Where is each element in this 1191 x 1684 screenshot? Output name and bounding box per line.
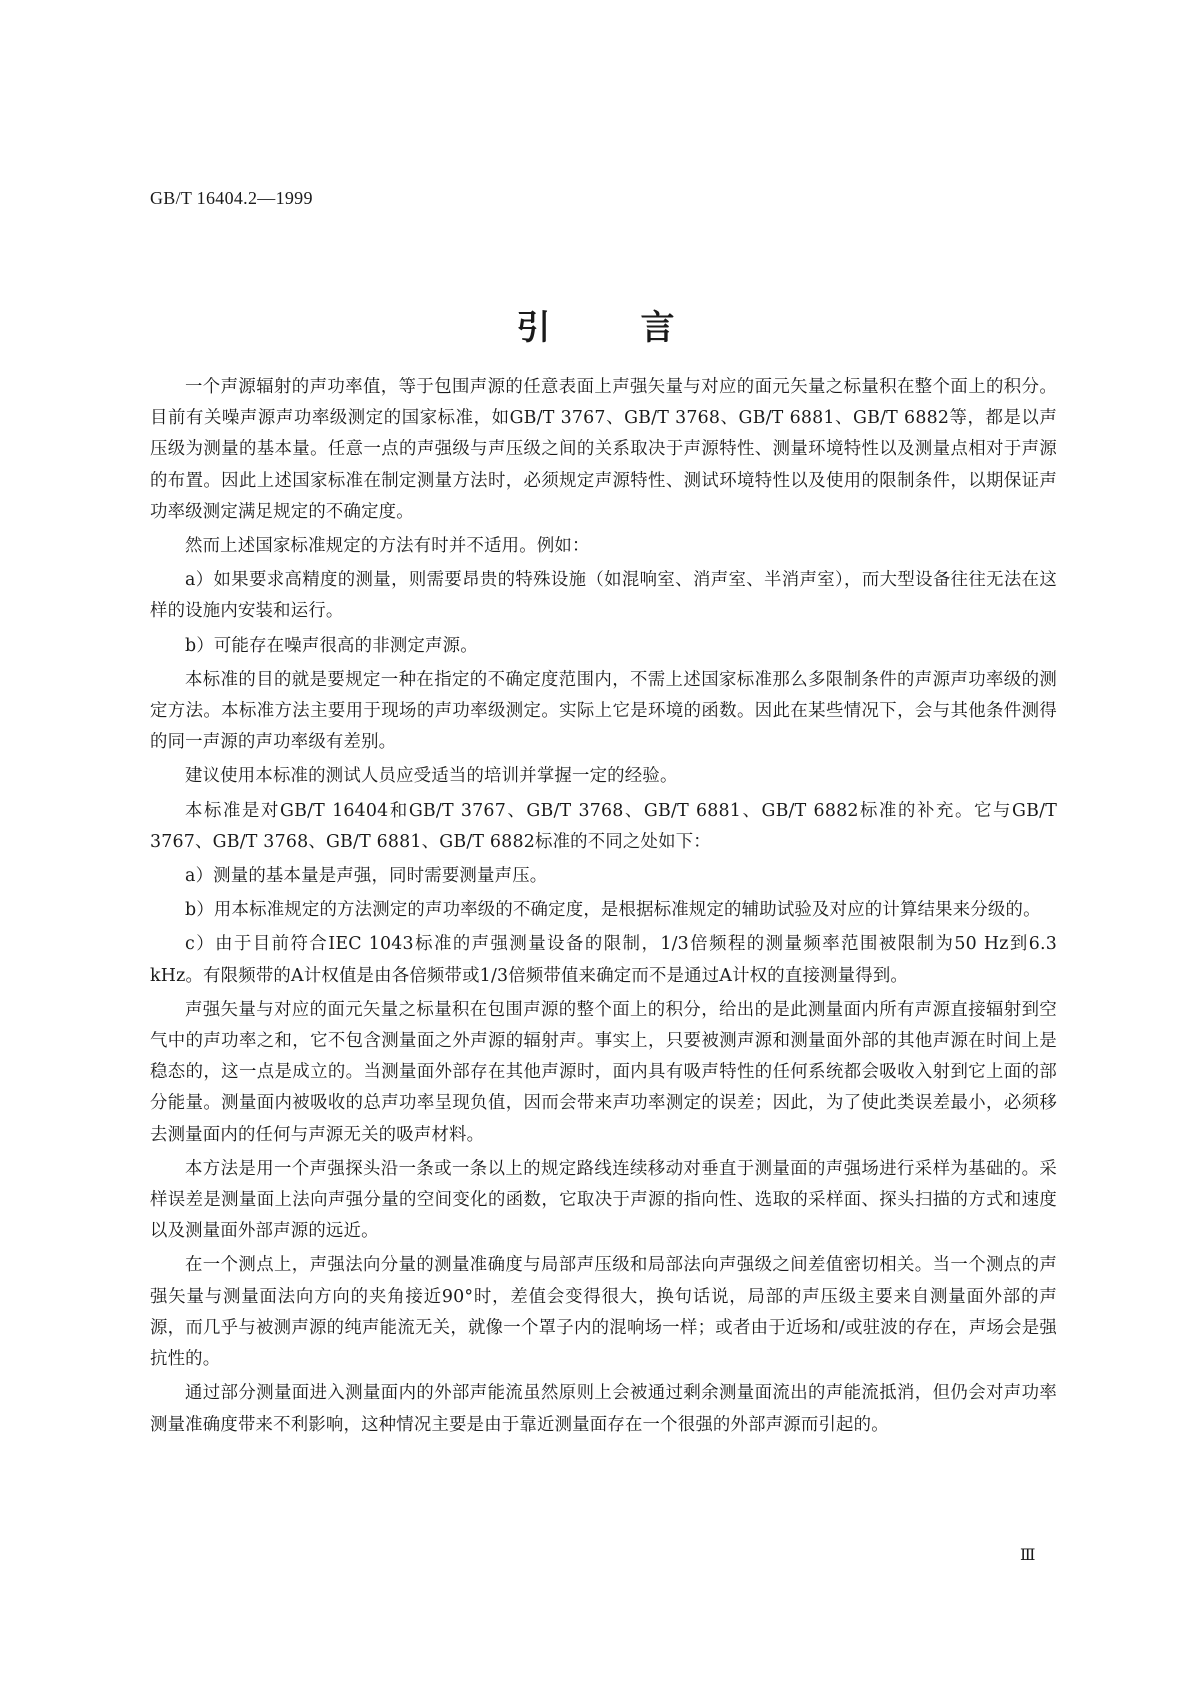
paragraph: 在一个测点上，声强法向分量的测量准确度与局部声压级和局部法向声强级之间差值密切相关。当一个测点的声强矢量与测量面法向方向的夹角接近90°时，差值会变得很大，换句话说，局部的声压级主要来自测量面外部的声源，而几乎与被测声源的纯声能流无关，就像一个罩子内的混响场一样；或者由于近场和/或驻波的存在，声场会是强抗性的。: [150, 1255, 1057, 1370]
list-item: a）如果要求高精度的测量，则需要昂贵的特殊设施（如混响室、消声室、半消声室），而大型设备往往无法在这样的设施内安装和运行。: [150, 570, 1057, 622]
paragraph: 声强矢量与对应的面元矢量之标量积在包围声源的整个面上的积分，给出的是此测量面内所有声源直接辐射到空气中的声功率之和，它不包含测量面之外声源的辐射声。事实上，只要被测声源和测量面外部的其他声源在时间上是稳态的，这一点是成立的。当测量面外部存在其他声源时，面内具有吸声特性的任何系统都会吸收入射到它上面的部分能量。测量面内被吸收的总声功率呈现负值，因而会带来声功率测定的误差；因此，为了使此类误差最小，必须移去测量面内的任何与声源无关的吸声材料。: [150, 999, 1057, 1145]
list-item: b）用本标准规定的方法测定的声功率级的不确定度，是根据标准规定的辅助试验及对应的计算结果来分级的。: [185, 900, 1041, 921]
list-item: b）可能存在噪声很高的非测定声源。: [185, 635, 478, 656]
paragraph: 然而上述国家标准规定的方法有时并不适用。例如：: [185, 536, 590, 557]
paragraph: 建议使用本标准的测试人员应受适当的培训并掌握一定的经验。: [185, 766, 678, 787]
list-item: c）由于目前符合IEC 1043标准的声强测量设备的限制，1/3倍频程的测量频率范围被限制为50 Hz到6.3 kHz。有限频带的A计权值是由各倍频带或1/3倍频带值来确定而不是通过A计权的直接测量得到。: [150, 934, 1057, 986]
paragraph: 本标准是对GB/T 16404和GB/T 3767、GB/T 3768、GB/T 6881、GB/T 6882标准的补充。它与GB/T 3767、GB/T 3768、GB/T 6881、GB/T 6882标准的不同之处如下：: [150, 800, 1057, 852]
paragraph: 本方法是用一个声强探头沿一条或一条以上的规定路线连续移动对垂直于测量面的声强场进行采样为基础的。采样误差是测量面上法向声强分量的空间变化的函数，它取决于声源的指向性、选取的采样面、探头扫描的方式和速度以及测量面外部声源的远近。: [150, 1158, 1057, 1242]
standard-code: GB/T 16404.2—1999: [150, 188, 313, 208]
paragraph: 本标准的目的就是要规定一种在指定的不确定度范围内，不需上述国家标准那么多限制条件的声源声功率级的测定方法。本标准方法主要用于现场的声功率级测定。实际上它是环境的函数。因此在某些情况下，会与其他条件测得的同一声源的声功率级有差别。: [150, 669, 1057, 753]
paragraph: 一个声源辐射的声功率值，等于包围声源的任意表面上声强矢量与对应的面元矢量之标量积在整个面上的积分。目前有关噪声源声功率级测定的国家标准，如GB/T 3767、GB/T 3768、GB/T 6881、GB/T 6882等，都是以声压级为测量的基本量。任意一点的声强级与声压级之间的关系取决于声源特性、测量环境特性以及测量点相对于声源的布置。因此上述国家标准在制定测量方法时，必须规定声源特性、测试环境特性以及使用的限制条件，以期保证声功率级测定满足规定的不确定度。: [150, 377, 1057, 522]
section-title: 引言: [516, 308, 765, 348]
page-number: Ⅲ: [1020, 1547, 1036, 1564]
list-item: a）测量的基本量是声强，同时需要测量声压。: [185, 866, 548, 887]
body-text: [150, 372, 1057, 1444]
paragraph: 通过部分测量面进入测量面内的外部声能流虽然原则上会被通过剩余测量面流出的声能流抵消，但仍会对声功率测量准确度带来不利影响，这种情况主要是由于靠近测量面存在一个很强的外部声源而引起的。: [150, 1383, 1057, 1435]
